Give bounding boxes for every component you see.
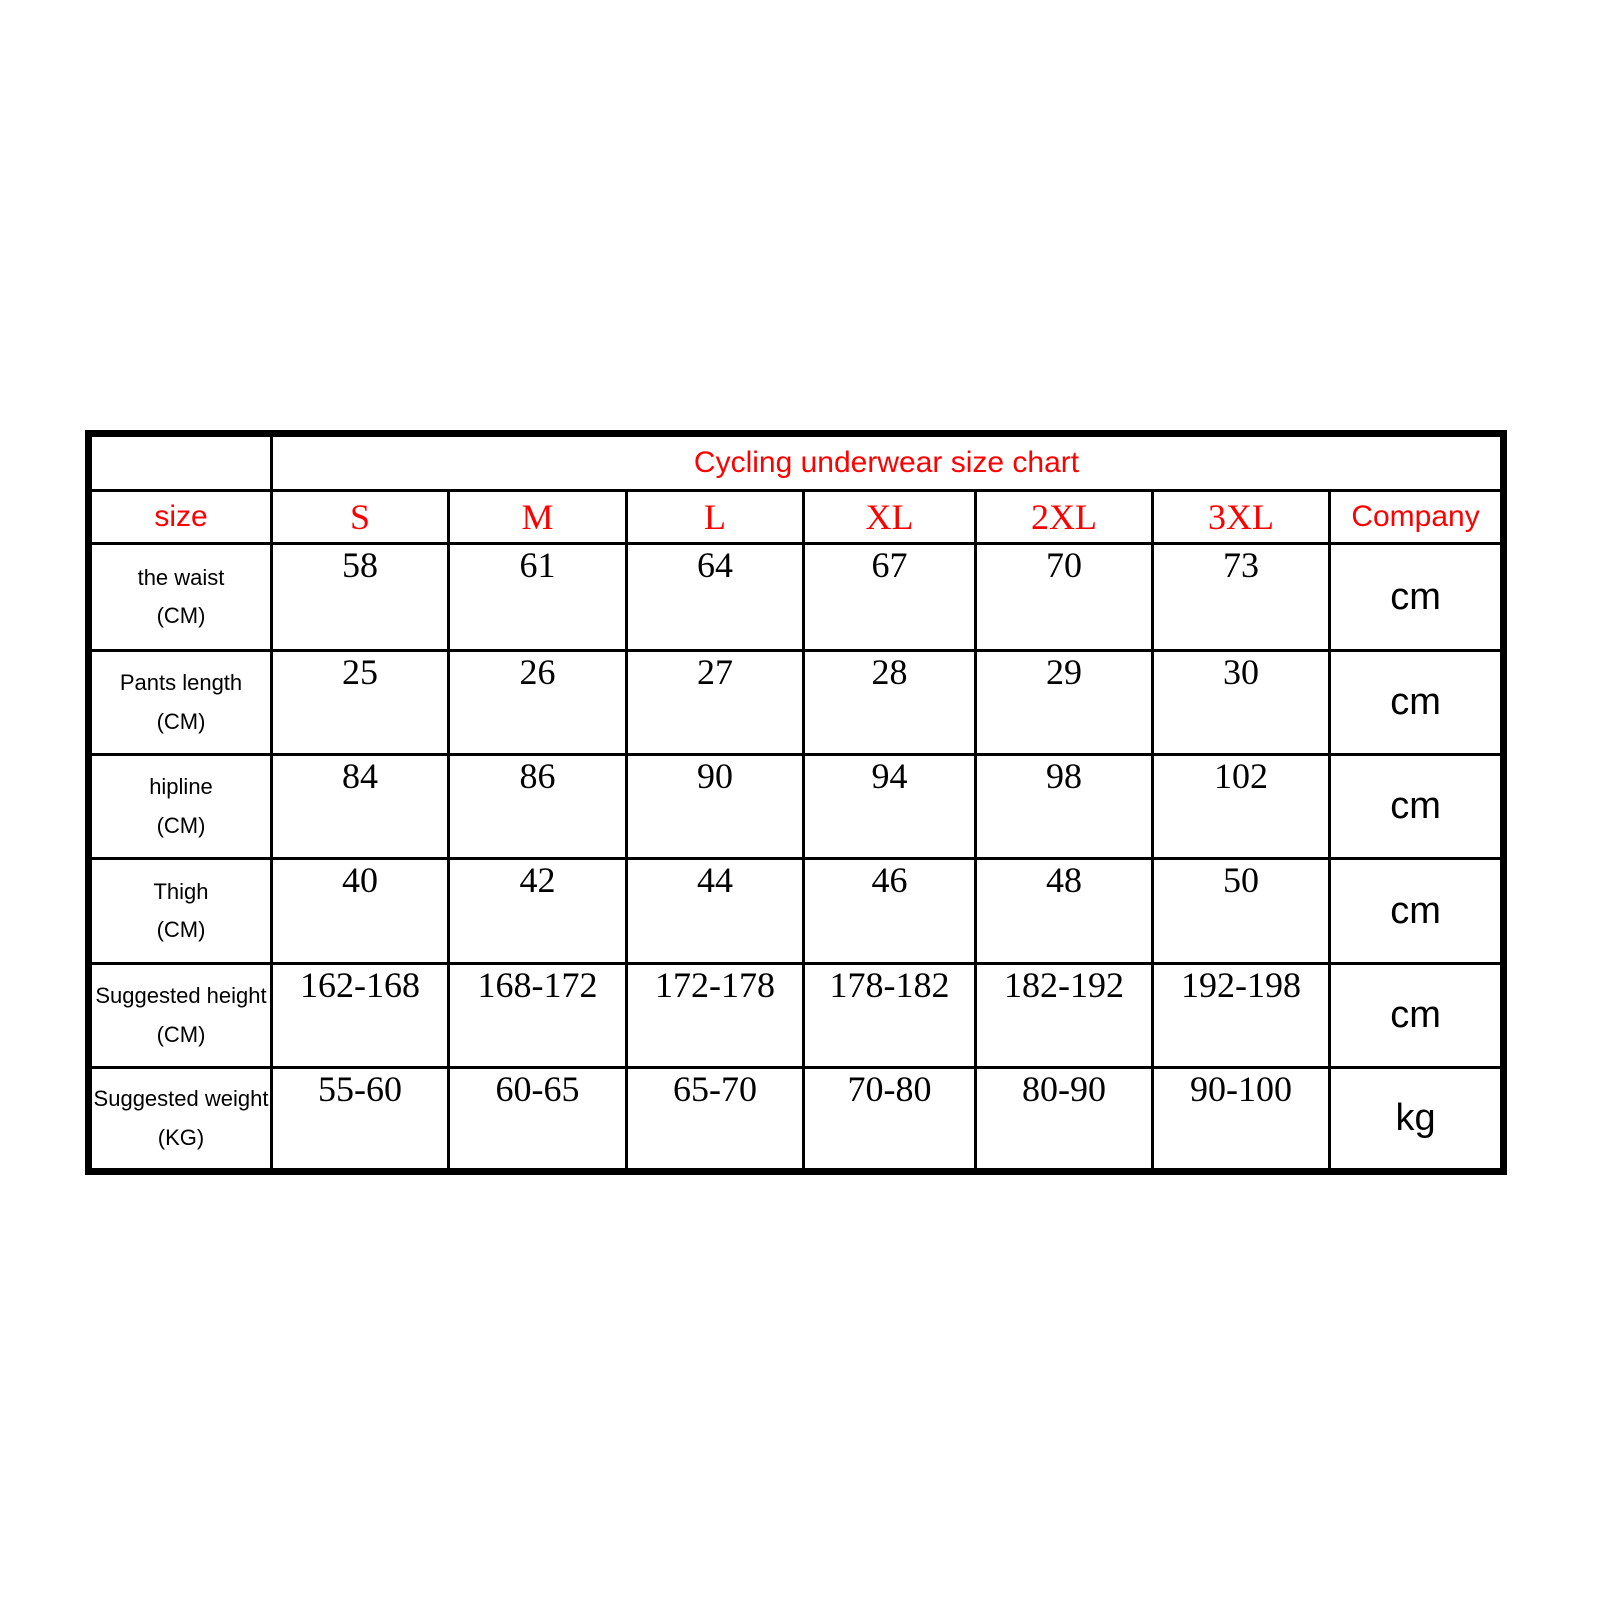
chart-title: Cycling underwear size chart	[272, 434, 1504, 491]
table-row-suggested-height	[89, 964, 1504, 1068]
cell-value: 90	[627, 755, 804, 859]
cell-value: 84	[272, 755, 449, 859]
header-row	[89, 491, 1504, 544]
size-column-m: M	[449, 491, 627, 544]
row-unit-text: (KG)	[157, 1124, 205, 1150]
cell-value: 48	[976, 859, 1153, 964]
row-label-pants-length	[89, 651, 272, 755]
size-column-l: L	[627, 491, 804, 544]
cell-value: 86	[449, 755, 627, 859]
cell-value: 46	[804, 859, 976, 964]
cell-value: 67	[804, 544, 976, 651]
row-label-text: Thigh	[153, 878, 209, 904]
size-header-cell: size	[89, 491, 272, 544]
cell-value: 42	[449, 859, 627, 964]
cell-value: 50	[1153, 859, 1330, 964]
cell-value: 64	[627, 544, 804, 651]
cell-company-unit: cm	[1330, 544, 1504, 651]
cell-value: 61	[449, 544, 627, 651]
cell-value: 70	[976, 544, 1153, 651]
cell-company-unit: kg	[1330, 1068, 1504, 1172]
cell-value: 98	[976, 755, 1153, 859]
cell-company-unit: cm	[1330, 755, 1504, 859]
row-label-text: Pants length	[119, 670, 243, 695]
cell-value: 30	[1153, 651, 1330, 755]
size-chart-table	[85, 430, 1507, 1175]
cell-value: 94	[804, 755, 976, 859]
cell-value: 40	[272, 859, 449, 964]
cell-value: 90-100	[1153, 1068, 1330, 1172]
row-label-text: the waist	[137, 564, 225, 590]
row-unit-text: (CM)	[156, 708, 206, 734]
cell-value: 29	[976, 651, 1153, 755]
size-column-xl: XL	[804, 491, 976, 544]
row-label-text: Suggested height	[95, 983, 267, 1008]
cell-value: 102	[1153, 755, 1330, 859]
table-row-thigh	[89, 859, 1504, 964]
row-label-hipline	[89, 755, 272, 859]
cell-value: 26	[449, 651, 627, 755]
cell-value: 178-182	[804, 964, 976, 1068]
row-label-thigh	[89, 859, 272, 964]
cell-value: 60-65	[449, 1068, 627, 1172]
cell-value: 192-198	[1153, 964, 1330, 1068]
size-column-3xl: 3XL	[1153, 491, 1330, 544]
table-row-waist	[89, 544, 1504, 651]
cell-company-unit: cm	[1330, 651, 1504, 755]
cell-value: 168-172	[449, 964, 627, 1068]
cell-value: 70-80	[804, 1068, 976, 1172]
cell-company-unit: cm	[1330, 964, 1504, 1068]
company-header-cell: Company	[1330, 491, 1504, 544]
table-row-suggested-weight	[89, 1068, 1504, 1172]
row-label-suggested-weight	[89, 1068, 272, 1172]
cell-value: 80-90	[976, 1068, 1153, 1172]
cell-value: 182-192	[976, 964, 1153, 1068]
size-column-2xl: 2XL	[976, 491, 1153, 544]
row-unit-text: (CM)	[156, 1021, 206, 1047]
cell-value: 44	[627, 859, 804, 964]
row-unit-text: (CM)	[156, 812, 206, 838]
row-unit-text: (CM)	[156, 917, 206, 942]
corner-empty-cell	[89, 434, 272, 491]
cell-value: 28	[804, 651, 976, 755]
row-label-suggested-height	[89, 964, 272, 1068]
table-row-pants-length	[89, 651, 1504, 755]
cell-value: 25	[272, 651, 449, 755]
row-label-text: hipline	[149, 774, 213, 799]
table-row-hipline	[89, 755, 1504, 859]
cell-value: 55-60	[272, 1068, 449, 1172]
row-label-text: Suggested weight	[93, 1086, 269, 1111]
size-column-s: S	[272, 491, 449, 544]
row-unit-text: (CM)	[156, 603, 206, 628]
cell-value: 162-168	[272, 964, 449, 1068]
cell-value: 65-70	[627, 1068, 804, 1172]
cell-value: 73	[1153, 544, 1330, 651]
cell-value: 27	[627, 651, 804, 755]
cell-value: 172-178	[627, 964, 804, 1068]
row-label-waist	[89, 544, 272, 651]
cell-company-unit: cm	[1330, 859, 1504, 964]
title-row	[89, 434, 1504, 491]
cell-value: 58	[272, 544, 449, 651]
